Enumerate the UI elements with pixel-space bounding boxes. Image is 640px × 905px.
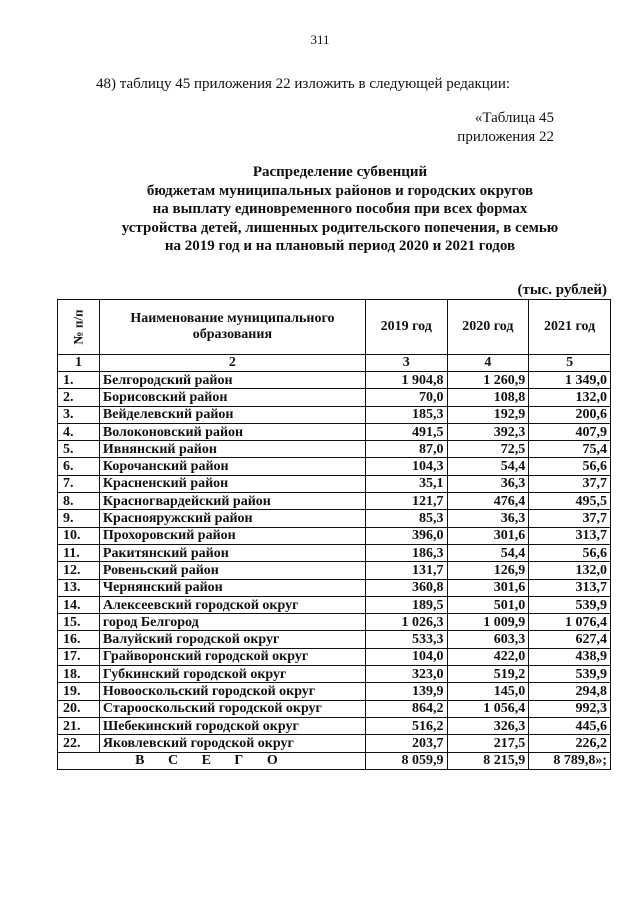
row-value-2019: 186,3 xyxy=(365,544,447,561)
table-row xyxy=(58,631,611,648)
row-number: 18. xyxy=(58,666,100,683)
table-body xyxy=(58,372,611,753)
total-2021: 8 789,8»; xyxy=(529,752,611,769)
table-row xyxy=(58,648,611,665)
row-name: Шебекинский городской округ xyxy=(99,717,365,734)
row-value-2021: 627,4 xyxy=(529,631,611,648)
title-line: бюджетам муниципальных районов и городских округов xyxy=(146,182,534,199)
row-value-2019: 533,3 xyxy=(365,631,447,648)
row-value-2021: 1 349,0 xyxy=(529,372,611,389)
table-row xyxy=(58,493,611,510)
row-name: город Белгород xyxy=(99,614,365,631)
row-number: 11. xyxy=(58,544,100,561)
row-value-2021: 539,9 xyxy=(529,596,611,613)
row-name: Старооскольский городской округ xyxy=(99,700,365,717)
table-row xyxy=(58,544,611,561)
row-name: Краснояружский район xyxy=(99,510,365,527)
header-name: Наименование муниципального образования xyxy=(99,300,365,355)
row-name: Ровеньский район xyxy=(99,562,365,579)
table-row xyxy=(58,683,611,700)
column-number: 5 xyxy=(529,355,611,372)
units-label: (тыс. рублей) xyxy=(517,282,607,298)
row-value-2019: 104,3 xyxy=(365,458,447,475)
row-value-2020: 36,3 xyxy=(447,510,529,527)
row-number: 19. xyxy=(58,683,100,700)
row-number: 13. xyxy=(58,579,100,596)
row-number: 16. xyxy=(58,631,100,648)
row-number: 22. xyxy=(58,735,100,752)
document-title xyxy=(60,163,620,256)
row-name: Красненский район xyxy=(99,475,365,492)
row-value-2021: 75,4 xyxy=(529,441,611,458)
table-reference-line1: «Таблица 45 xyxy=(474,110,554,126)
row-value-2020: 476,4 xyxy=(447,493,529,510)
row-name: Чернянский район xyxy=(99,579,365,596)
row-name: Валуйский городской округ xyxy=(99,631,365,648)
row-name: Борисовский район xyxy=(99,389,365,406)
row-value-2019: 396,0 xyxy=(365,527,447,544)
row-value-2020: 54,4 xyxy=(447,544,529,561)
row-number: 14. xyxy=(58,596,100,613)
table-row xyxy=(58,510,611,527)
row-value-2019: 516,2 xyxy=(365,717,447,734)
row-value-2020: 1 056,4 xyxy=(447,700,529,717)
table-row xyxy=(58,666,611,683)
row-value-2019: 85,3 xyxy=(365,510,447,527)
row-number: 4. xyxy=(58,423,100,440)
row-value-2020: 54,4 xyxy=(447,458,529,475)
row-value-2020: 217,5 xyxy=(447,735,529,752)
row-value-2021: 445,6 xyxy=(529,717,611,734)
column-number: 1 xyxy=(58,355,100,372)
table-reference xyxy=(457,109,554,147)
row-value-2020: 108,8 xyxy=(447,389,529,406)
table-row xyxy=(58,579,611,596)
row-value-2021: 539,9 xyxy=(529,666,611,683)
header-number-label: № п/п xyxy=(70,309,86,344)
row-value-2021: 438,9 xyxy=(529,648,611,665)
row-name: Вейделевский район xyxy=(99,406,365,423)
total-label: В С Е Г О xyxy=(58,752,366,769)
table-row xyxy=(58,735,611,752)
table-row xyxy=(58,596,611,613)
row-value-2020: 603,3 xyxy=(447,631,529,648)
row-value-2021: 56,6 xyxy=(529,458,611,475)
header-2021: 2021 год xyxy=(529,300,611,355)
row-value-2019: 121,7 xyxy=(365,493,447,510)
row-value-2021: 37,7 xyxy=(529,510,611,527)
row-number: 7. xyxy=(58,475,100,492)
row-number: 3. xyxy=(58,406,100,423)
row-value-2020: 192,9 xyxy=(447,406,529,423)
title-line: на 2019 год и на плановый период 2020 и 2021 годов xyxy=(164,238,516,254)
row-value-2019: 1 026,3 xyxy=(365,614,447,631)
row-number: 10. xyxy=(58,527,100,544)
row-value-2020: 301,6 xyxy=(447,579,529,596)
table-reference-line2: приложения 22 xyxy=(457,129,554,145)
row-number: 17. xyxy=(58,648,100,665)
row-value-2019: 70,0 xyxy=(365,389,447,406)
row-name: Грайворонский городской округ xyxy=(99,648,365,665)
table-row xyxy=(58,441,611,458)
title-line: Распределение субвенций xyxy=(252,164,428,180)
row-value-2021: 132,0 xyxy=(529,562,611,579)
row-value-2019: 35,1 xyxy=(365,475,447,492)
row-value-2019: 189,5 xyxy=(365,596,447,613)
row-name: Красногвардейский район xyxy=(99,493,365,510)
row-number: 20. xyxy=(58,700,100,717)
column-number: 2 xyxy=(99,355,365,372)
row-number: 15. xyxy=(58,614,100,631)
column-number: 3 xyxy=(365,355,447,372)
row-name: Волоконовский район xyxy=(99,423,365,440)
row-value-2020: 519,2 xyxy=(447,666,529,683)
row-value-2021: 407,9 xyxy=(529,423,611,440)
row-name: Корочанский район xyxy=(99,458,365,475)
row-value-2019: 864,2 xyxy=(365,700,447,717)
total-2019: 8 059,9 xyxy=(365,752,447,769)
row-name: Ракитянский район xyxy=(99,544,365,561)
row-value-2020: 1 009,9 xyxy=(447,614,529,631)
table-header-row xyxy=(58,300,611,355)
row-value-2021: 37,7 xyxy=(529,475,611,492)
row-value-2021: 495,5 xyxy=(529,493,611,510)
intro-text: 48) таблицу 45 приложения 22 изложить в следующей редакции: xyxy=(96,76,511,92)
row-value-2021: 313,7 xyxy=(529,579,611,596)
row-value-2020: 392,3 xyxy=(447,423,529,440)
row-value-2020: 1 260,9 xyxy=(447,372,529,389)
row-name: Белгородский район xyxy=(99,372,365,389)
row-number: 8. xyxy=(58,493,100,510)
row-name: Яковлевский городской округ xyxy=(99,735,365,752)
row-value-2020: 501,0 xyxy=(447,596,529,613)
row-value-2021: 200,6 xyxy=(529,406,611,423)
table-row xyxy=(58,475,611,492)
row-number: 12. xyxy=(58,562,100,579)
row-value-2019: 131,7 xyxy=(365,562,447,579)
total-row xyxy=(58,752,611,769)
row-value-2021: 226,2 xyxy=(529,735,611,752)
row-value-2019: 104,0 xyxy=(365,648,447,665)
row-value-2019: 139,9 xyxy=(365,683,447,700)
table-row xyxy=(58,389,611,406)
row-value-2019: 185,3 xyxy=(365,406,447,423)
row-value-2020: 301,6 xyxy=(447,527,529,544)
table-row xyxy=(58,406,611,423)
row-name: Новооскольский городской округ xyxy=(99,683,365,700)
row-value-2019: 1 904,8 xyxy=(365,372,447,389)
row-name: Ивнянский район xyxy=(99,441,365,458)
subsidies-table xyxy=(57,299,611,770)
row-name: Алексеевский городской округ xyxy=(99,596,365,613)
header-2019: 2019 год xyxy=(365,300,447,355)
row-number: 2. xyxy=(58,389,100,406)
row-value-2019: 323,0 xyxy=(365,666,447,683)
table-row xyxy=(58,700,611,717)
row-number: 6. xyxy=(58,458,100,475)
row-value-2020: 126,9 xyxy=(447,562,529,579)
table-row xyxy=(58,614,611,631)
row-value-2019: 87,0 xyxy=(365,441,447,458)
row-number: 1. xyxy=(58,372,100,389)
column-number: 4 xyxy=(447,355,529,372)
table-row xyxy=(58,423,611,440)
row-value-2020: 422,0 xyxy=(447,648,529,665)
page-number: 311 xyxy=(310,32,330,47)
header-number xyxy=(58,300,100,355)
row-value-2021: 313,7 xyxy=(529,527,611,544)
table-row xyxy=(58,527,611,544)
row-value-2019: 491,5 xyxy=(365,423,447,440)
row-value-2021: 1 076,4 xyxy=(529,614,611,631)
header-2020: 2020 год xyxy=(447,300,529,355)
row-value-2020: 36,3 xyxy=(447,475,529,492)
row-name: Губкинский городской округ xyxy=(99,666,365,683)
row-number: 9. xyxy=(58,510,100,527)
total-2020: 8 215,9 xyxy=(447,752,529,769)
row-value-2021: 992,3 xyxy=(529,700,611,717)
row-value-2020: 145,0 xyxy=(447,683,529,700)
row-value-2021: 294,8 xyxy=(529,683,611,700)
table-row xyxy=(58,458,611,475)
row-value-2021: 132,0 xyxy=(529,389,611,406)
table-row xyxy=(58,562,611,579)
table-row xyxy=(58,372,611,389)
column-numbers-row xyxy=(58,355,611,372)
title-line: устройства детей, лишенных родительского попечения, в семью xyxy=(121,219,559,236)
table-row xyxy=(58,717,611,734)
row-name: Прохоровский район xyxy=(99,527,365,544)
row-number: 21. xyxy=(58,717,100,734)
row-value-2021: 56,6 xyxy=(529,544,611,561)
title-line: на выплату единовременного пособия при всех формах xyxy=(152,201,528,217)
row-value-2020: 72,5 xyxy=(447,441,529,458)
row-number: 5. xyxy=(58,441,100,458)
row-value-2020: 326,3 xyxy=(447,717,529,734)
row-value-2019: 203,7 xyxy=(365,735,447,752)
row-value-2019: 360,8 xyxy=(365,579,447,596)
